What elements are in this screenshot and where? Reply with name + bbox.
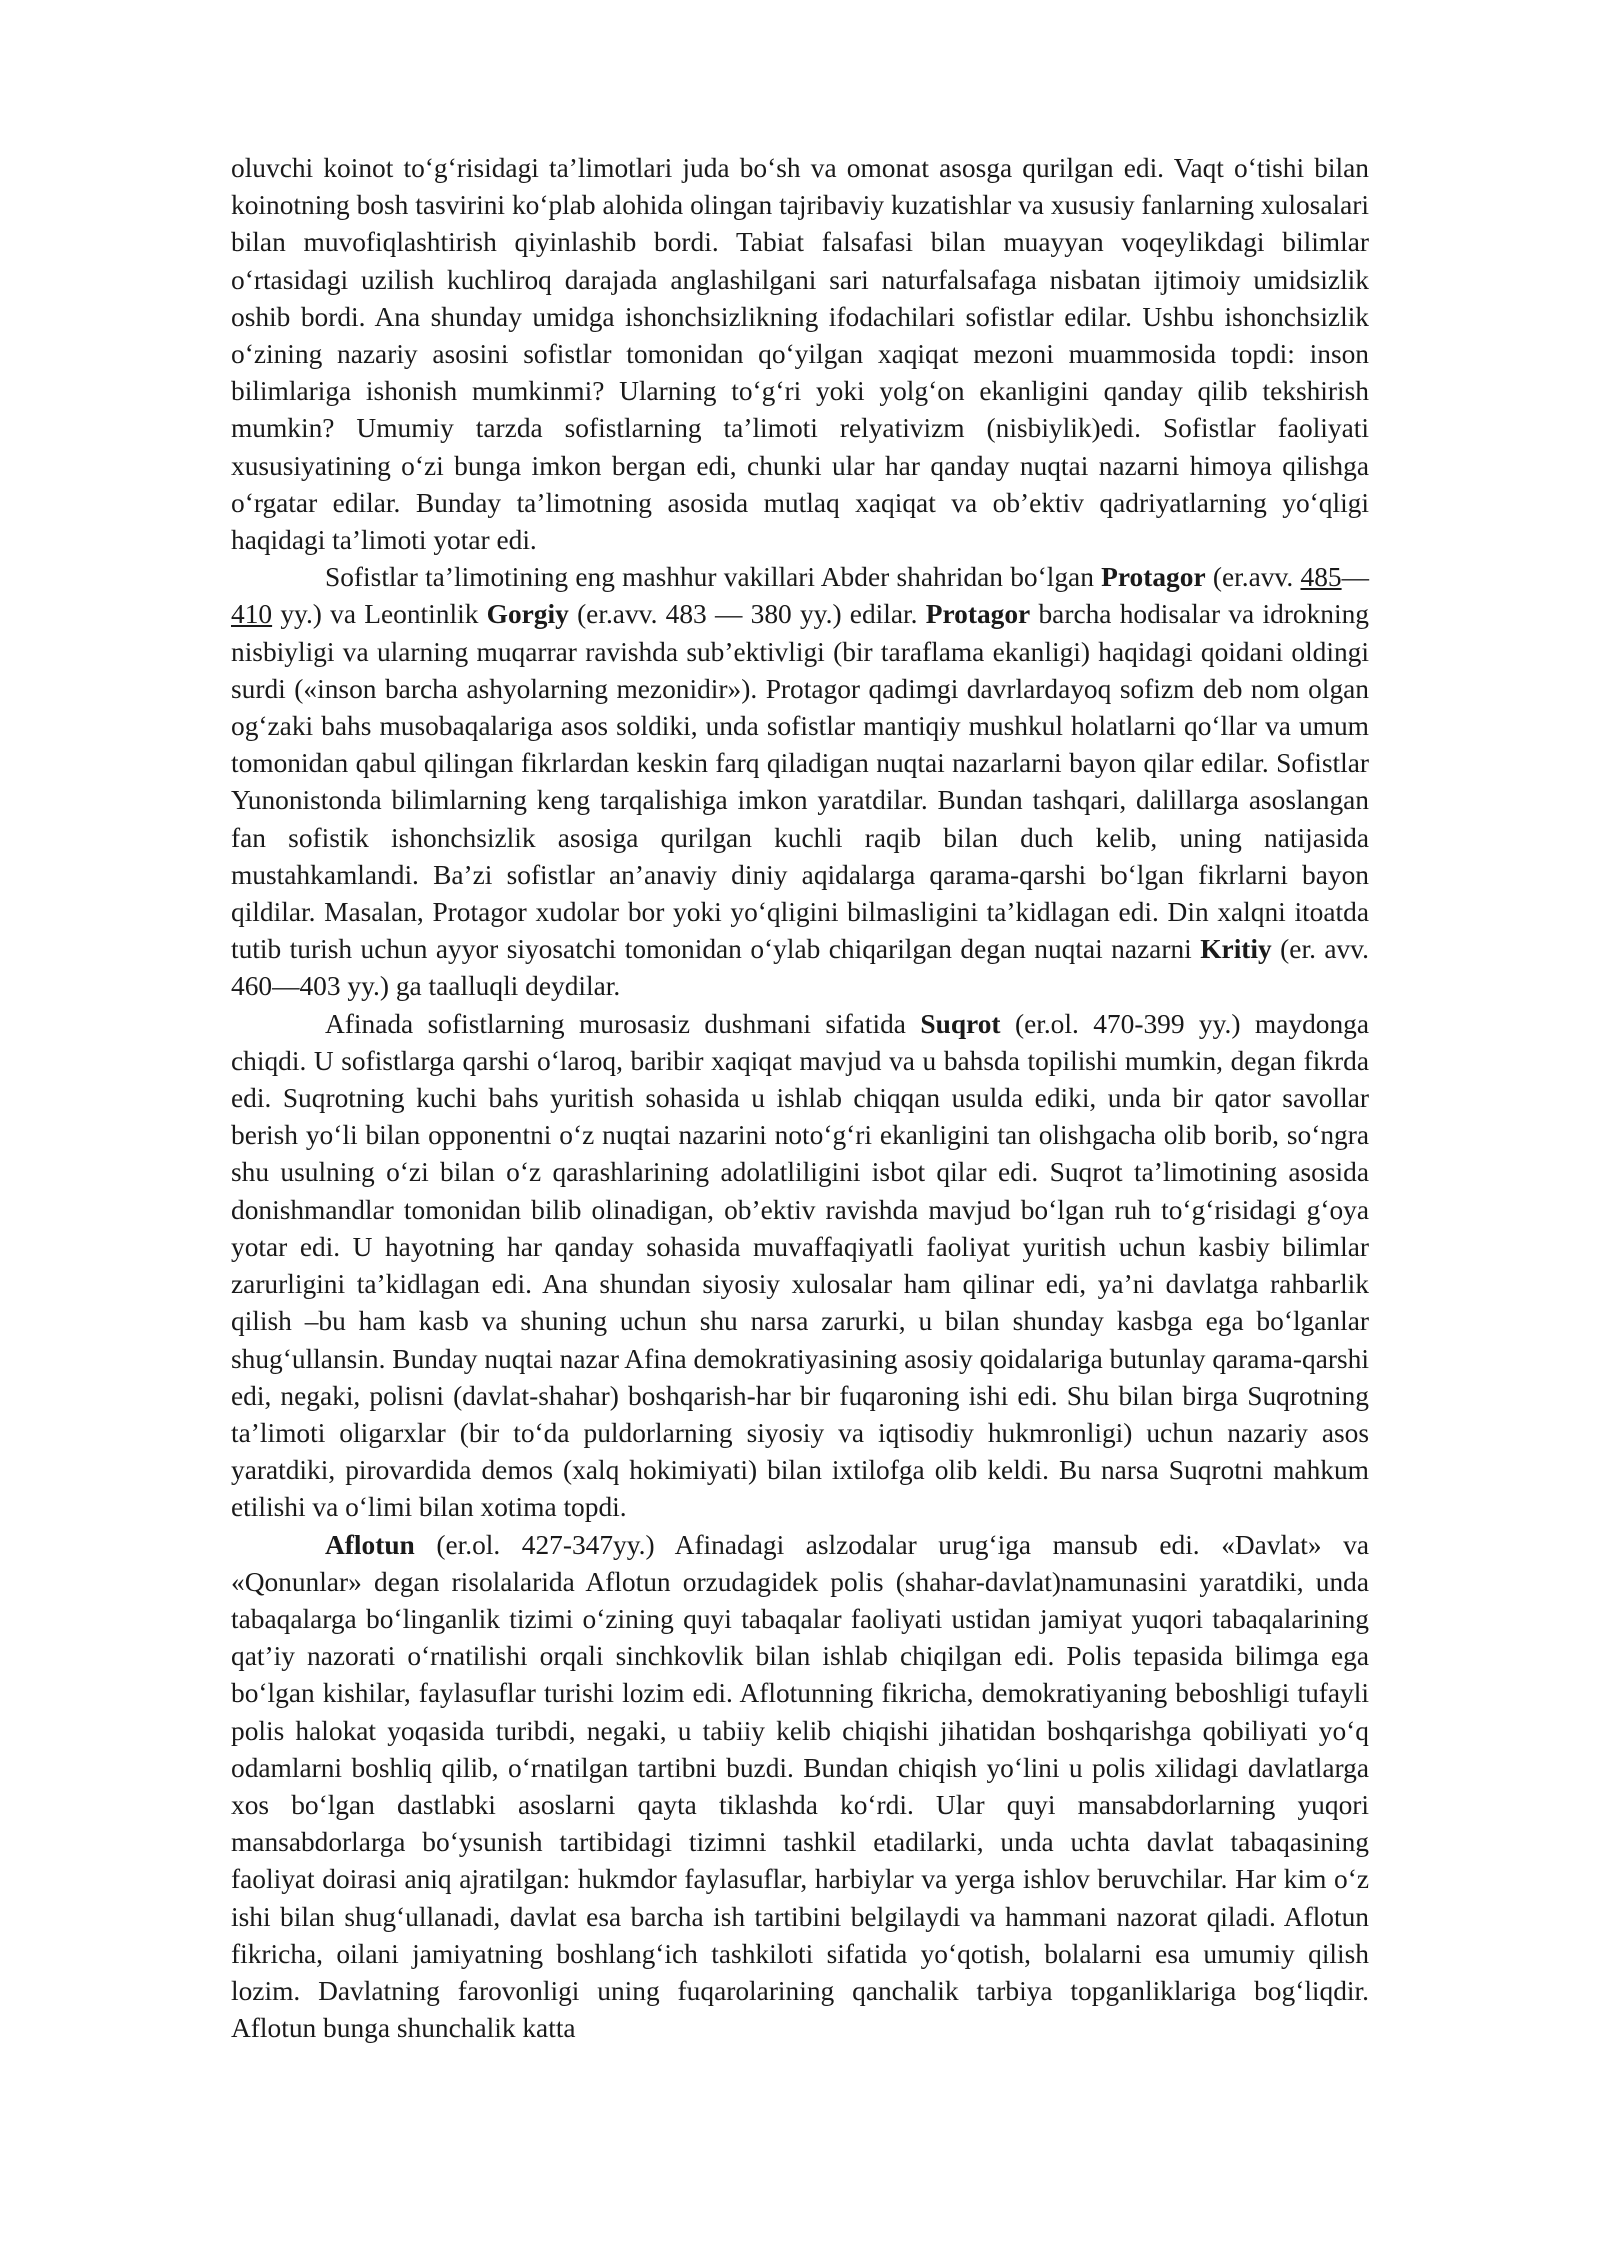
underlined-text: 485 [1300,562,1342,593]
text-run: yy.) va Leontinlik [272,599,487,630]
paragraph [231,1006,1369,1527]
text-run: — [1341,562,1369,593]
text-run: (er.ol. 470-399 yy.) maydonga chiqdi. U sofistlarga qarshi o‘laroq, baribir xaqiqat mavjud va u bahsda topilishi mumkin, degan fikrda edi. Suqrotning kuchi bahs yuritish sohasida u ishlab chiqqan usulda ediki, unda bir qator savollar berish yo‘li bilan opponentni o‘z nuqtai nazarini noto‘g‘ri ekanligini tan olishgacha olib borib, so‘ngra shu usulning o‘zi bilan o‘z qarashlarining adolatliligini isbot qilar edi. Suqrot ta’limotining asosida donishmandlar tomonidan bilib olinadigan, ob’ektiv ravishda mavjud bo‘lgan ruh to‘g‘risidagi g‘oya yotar edi. U hayotning har qanday sohasida muvaffaqiyatli faoliyat yuritish uchun kasbiy bilimlar zarurligini ta’kidlagan edi. Ana shundan siyosiy xulosalar ham qilinar edi, ya’ni davlatga rahbarlik qilish –bu ham kasb va shuning uchun shu narsa zarurki, u bilan shunday kasbga ega bo‘lganlar shug‘ullansin. Bunday nuqtai nazar Afina demokratiyasining asosiy qoidalariga butunlay qarama-qarshi edi, negaki, polisni (davlat-shahar) boshqarish-har bir fuqaroning ishi edi. Shu bilan birga Suqrotning ta’limoti oligarxlar (bir to‘da puldorlarning siyosiy va iqtisodiy hukmronligi) uchun nazariy asos yaratdiki, pirovardida demos (xalq hokimiyati) bilan ixtilofga olib keldi. Bu narsa Suqrotni mahkum etilishi va o‘limi bilan xotima topdi. [231,1008,1370,1523]
document-page [231,150,1369,2047]
text-run: (er.avv. [1205,562,1301,593]
paragraph [231,1527,1369,2048]
text-run: Sofistlar ta’limotining eng mashhur vakillari Abder shahridan bo‘lgan [325,562,1102,593]
bold-name: Kritiy [1200,934,1272,965]
bold-name: Aflotun [325,1529,415,1560]
text-run: barcha hodisalar va idrokning nisbiyligi va ularning muqarrar ravishda sub’ektivligi (bir taraflama ekanligi) haqidagi qoidani oldingi surdi («inson barcha ashyolarning mezonidir»). Protagor qadimgi davrlardayoq sofizm deb nom olgan og‘zaki bahs musobaqalariga asos soldiki, unda sofistlar mantiqiy mushkul holatlarni qo‘llar va umum tomonidan qabul qilingan fikrlardan keskin farq qiladigan nuqtai nazarlarni bayon qilar edilar. Sofistlar Yunonistonda bilimlarning keng tarqalishiga imkon yaratdilar. Bundan tashqari, dalillarga asoslangan fan sofistik ishonchsizlik asosiga qurilgan kuchli raqib bilan duch kelib, uning natijasida mustahkamlandi. Ba’zi sofistlar an’anaviy diniy aqidalarga qarama-qarshi bo‘lgan fikrlarni bayon qildilar. Masalan, Protagor xudolar bor yoki yo‘qligini bilmasligini ta’kidlagan edi. Din xalqni itoatda tutib turish uchun ayyor siyosatchi tomonidan o‘ylab chiqarilgan degan nuqtai nazarni [231,599,1369,965]
bold-name: Gorgiy [486,599,569,630]
bold-name: Suqrot [920,1008,1001,1039]
text-run: (er. avv. 460—403 yy.) ga taalluqli deydilar. [231,934,1369,1002]
text-run: oluvchi koinot to‘g‘risidagi ta’limotlari juda bo‘sh va omonat asosga qurilgan edi. Vaqt o‘tishi bilan koinotning bosh tasvirini ko‘plab alohida olingan tajribaviy kuzatishlar va xususiy fanlarning xulosalari bilan muvofiqlashtirish qiyinlashib bordi. Tabiat falsafasi bilan muayyan voqeylikdagi bilimlar o‘rtasidagi uzilish kuchliroq darajada anglashilgani sari naturfalsafaga nisbatan ijtimoiy umidsizlik oshib bordi. Ana shunday umidga ishonchsizlikning ifodachilari sofistlar edilar. Ushbu ishonchsizlik o‘zining nazariy asosini sofistlar tomonidan qo‘yilgan xaqiqat mezoni muammosida topdi: inson bilimlariga ishonish mumkinmi? Ularning to‘g‘ri yoki yolg‘on ekanligini qanday qilib tekshirish mumkin? Umumiy tarzda sofistlarning ta’limoti relyativizm (nisbiylik)edi. Sofistlar faoliyati xususiyatining o‘zi bunga imkon bergan edi, chunki ular har qanday nuqtai nazarni himoya qilishga o‘rgatar edilar. Bunday ta’limotning asosida mutlaq xaqiqat va ob’ektiv qadriyatlarning yo‘qligi haqidagi ta’limoti yotar edi. [231,153,1369,556]
text-run: (er.ol. 427-347yy.) Afinadagi aslzodalar urug‘iga mansub edi. «Davlat» va «Qonunlar» degan risolalarida Aflotun orzudagidek polis (shahar-davlat)namunasini yaratdiki, unda tabaqalarga bo‘linganlik tizimi o‘zining quyi tabaqalar faoliyati ustidan jamiyat yuqori tabaqalarining qat’iy nazorati o‘rnatilishi orqali sinchkovlik bilan ishlab chiqilgan edi. Polis tepasida bilimga ega bo‘lgan kishilar, faylasuflar turishi lozim edi. Aflotunning fikricha, demokratiyaning beboshligi tufayli polis halokat yoqasida turibdi, negaki, u tabiiy kelib chiqishi jihatidan boshqarishga qobiliyati yo‘q odamlarni boshliq qilib, o‘rnatilgan tartibni buzdi. Bundan chiqish yo‘lini u polis xilidagi davlatlarga xos bo‘lgan dastlabki asoslarni qayta tiklashda ko‘rdi. Ular quyi mansabdorlarning yuqori mansabdorlarga bo‘ysunish tartibidagi tizimni tashkil etadilarki, unda uchta davlat tabaqasining faoliyat doirasi aniq ajratilgan: hukmdor faylasuflar, harbiylar va yerga ishlov beruvchilar. Har kim o‘z ishi bilan shug‘ullanadi, davlat esa barcha ish tartibini belgilaydi va hammani nazorat qiladi. Aflotun fikricha, oilani jamiyatning boshlang‘ich tashkiloti sifatida yo‘qotish, bolalarni esa umumiy qilish lozim. Davlatning farovonligi uning fuqarolarining qanchalik tarbiya topganliklariga bog‘liqdir. Aflotun bunga shunchalik katta [231,1529,1369,2044]
bold-name: Protagor [1101,562,1206,593]
bold-name: Protagor [925,599,1031,630]
paragraph [231,559,1369,1005]
paragraph [231,150,1369,559]
underlined-text: 410 [231,599,273,630]
text-run: (er.avv. 483 — 380 yy.) edilar. [568,599,926,630]
text-run: Afinada sofistlarning murosasiz dushmani sifatida [325,1008,921,1039]
